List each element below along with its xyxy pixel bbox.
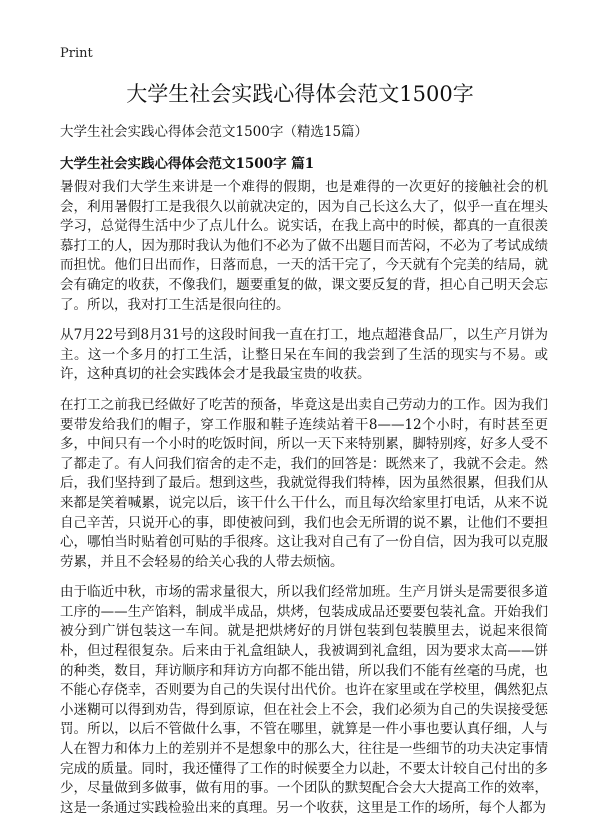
page-title: 大学生社会实践心得体会范文1500字 xyxy=(126,82,474,106)
paragraph-2: 从7月22号到8月31号的这段时间我一直在打工，地点超港食品厂，以生产月饼为主。这一个多月的打工生活，让整日呆在车间的我尝到了生活的现实与不易。或许，这种真切的社会实践体会才是我最宝贵的收获。 xyxy=(60,327,548,383)
paragraph-3: 在打工之前我已经做好了吃苦的预备，毕竟这是出卖自己劳动力的工作。因为我们要带发给我们的帽子，穿工作服和鞋子连续站着干8——12个小时，有时甚至更多，中间只有一个小时的吃饭时间，所以一天下来特别累，脚特别疼，好多人受不了都走了。有人问我们宿舍的走不走，我们的回答是：既然来了，我就不会走。然后，我们坚持到了最后。想到这些，我就觉得我们特棒，因为虽然很累，但我们从来都是笑着喊累，说完以后，该干什么干什么，而且每次给家里打电话，从来不说自己辛苦，只说开心的事，即使被问到，我们也会无所谓的说不累，让他们不要担心，哪怕当时贴着创可贴的手很疼。这让我对自己有了一份自信，因为我可以克服劳累，并且不会轻易的给关心我的人带去烦恼。 xyxy=(60,396,548,570)
document-subtitle: 大学生社会实践心得体会范文1500字（精选15篇） xyxy=(60,124,369,140)
print-link[interactable]: Print xyxy=(60,46,93,61)
article-body xyxy=(60,178,548,828)
paragraph-1: 暑假对我们大学生来讲是一个难得的假期，也是难得的一次更好的接触社会的机会，利用暑假打工是我很久以前就决定的，因为自己长这么大了，似乎一直在埋头学习，总觉得生活中少了点儿什么。说实话，在我上高中的时候，都真的一直很羡慕打工的人，因为那时我认为他们不必为了做不出题目而苦闷，不必为了考试成绩而担忧。他们日出而作，日落而息，一天的活干完了，今天就有个完美的结局，就会有确定的收获，不像我们，题要重复的做，课文要反复的背，担心自己明天会忘了。所以，我对打工生活是很向往的。 xyxy=(60,179,548,313)
section-heading: 大学生社会实践心得体会范文1500字 篇1 xyxy=(60,156,315,172)
paragraph-4: 由于临近中秋，市场的需求量很大，所以我们经常加班。生产月饼头是需要很多道工序的——生产馅料，制成半成品，烘烤，包装成成品还要要包装礼盒。开始我们被分到广饼包装这一车间。就是把烘烤好的月饼包装到包装膜里去，说起来很简朴，但过程很复杂。后来由于礼盒组缺人，我被调到礼盒组，因为要求太高——饼的种类，数目，拜访顺序和拜访方向都不能出错，所以我们不能有丝毫的马虎，也不能心存侥幸，否则要为自己的失误付出代价。也许在家里或在学校里，偶然犯点小迷糊可以得到劝告，得到原谅，但在社会上不会，我们必须为自己的失误接受惩罚。所以，以后不管做什么事，不管在哪里，就算是一件小事也要认真仔细，人与人在智力和体力上的差别并不是想象中的那么大，往往是一些细节的功夫决定事情完成的质量。同时，我还懂得了工作的时候要全力以赴，不要太计较自己付出的多少，尽量做到多做事，做有用的事。一个团队的默契配合会大大提高工作的效率，这是一条通过实践检验出来的真理。另一个收获，这里是工作的场所，每个人都为 xyxy=(60,584,548,816)
